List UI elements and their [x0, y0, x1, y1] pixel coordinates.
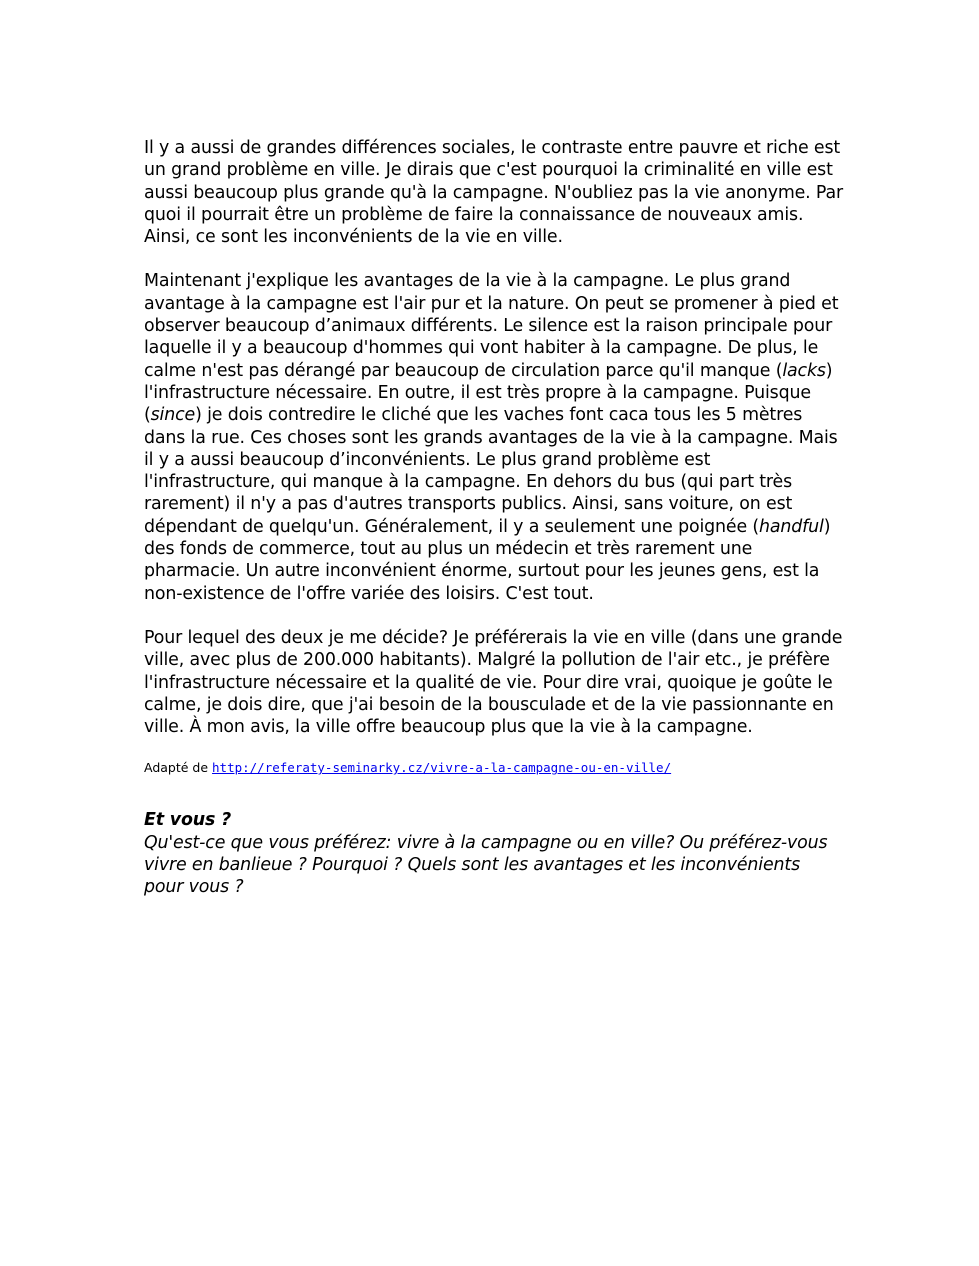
- paragraph-text-part: ) l'infrastructure nécessaire. En outre, il est très propre à la campagne. Puisque (: [144, 360, 833, 426]
- discussion-question: [144, 809, 844, 898]
- document-page: [144, 137, 844, 899]
- question-heading: Et vous ?: [144, 810, 232, 831]
- paragraph-countryside: [144, 270, 844, 604]
- source-citation: [144, 760, 844, 776]
- gloss-since: since: [150, 405, 196, 426]
- question-text: Qu'est-ce que vous préférez: vivre à la campagne ou en ville? Ou préférez-vous vivre en banlieue ? Pourquoi ? Quels sont les avantages et les inconvénients pour vous ?: [144, 832, 828, 898]
- paragraph-city-disadvantages: Il y a aussi de grandes différences sociales, le contraste entre pauvre et riche est un grand problème en ville. Je dirais que c'est pourquoi la criminalité en ville est aussi beaucoup plus grande qu'à la campagne. N'oubliez pas la vie anonyme. Par quoi il pourrait être un problème de faire la connaissance de nouveaux amis. Ainsi, ce sont les inconvénients de la vie en ville.: [144, 138, 843, 248]
- gloss-handful: handful: [759, 516, 824, 537]
- gloss-lacks: lacks: [782, 360, 826, 381]
- paragraph-text-part: ) des fonds de commerce, tout au plus un médecin et très rarement une pharmacie. Un autre inconvénient énorme, surtout pour les jeunes gens, est la non-existence de l'offre variée des loisirs. C'est tout.: [144, 516, 831, 604]
- paragraph-conclusion: Pour lequel des deux je me décide? Je préférerais la vie en ville (dans une grande ville, avec plus de 200.000 habitants). Malgré la pollution de l'air etc., je préfère l'infrastructure nécessaire et la qualité de vie. Pour dire vrai, quoique je goûte le calme, je dois dire, que j'ai besoin de la bousculade et de la vie passionnante en ville. À mon avis, la ville offre beaucoup plus que la vie à la campagne.: [144, 627, 843, 738]
- paragraph-text-part: Maintenant j'explique les avantages de la vie à la campagne. Le plus grand avantage à la campagne est l'air pur et la nature. On peut se promener à pied et observer beaucoup d’animaux différents. Le silence est la raison principale pour laquelle il y a beaucoup d'hommes qui vont habiter à la campagne. De plus, le calme n'est pas dérangé par beaucoup de circulation parce qu'il manque (: [144, 271, 839, 381]
- paragraph-text-part: ) je dois contredire le cliché que les vaches font caca tous les 5 mètres dans la rue. Ces choses sont les grands avantages de la vie à la campagne. Mais il y a aussi beaucoup d’inconvénients. Le plus grand problème est l'infrastructure, qui manque à la campagne. En dehors du bus (qui part très rarement) il n'y a pas d'autres transports publics. Ainsi, sans voiture, on est dépendant de quelqu'un. Généralement, il y a seulement une poignée (: [144, 405, 838, 537]
- source-link[interactable]: http://referaty-seminarky.cz/vivre-a-la-campagne-ou-en-ville/: [212, 760, 672, 776]
- source-prefix: Adapté de: [144, 760, 213, 776]
